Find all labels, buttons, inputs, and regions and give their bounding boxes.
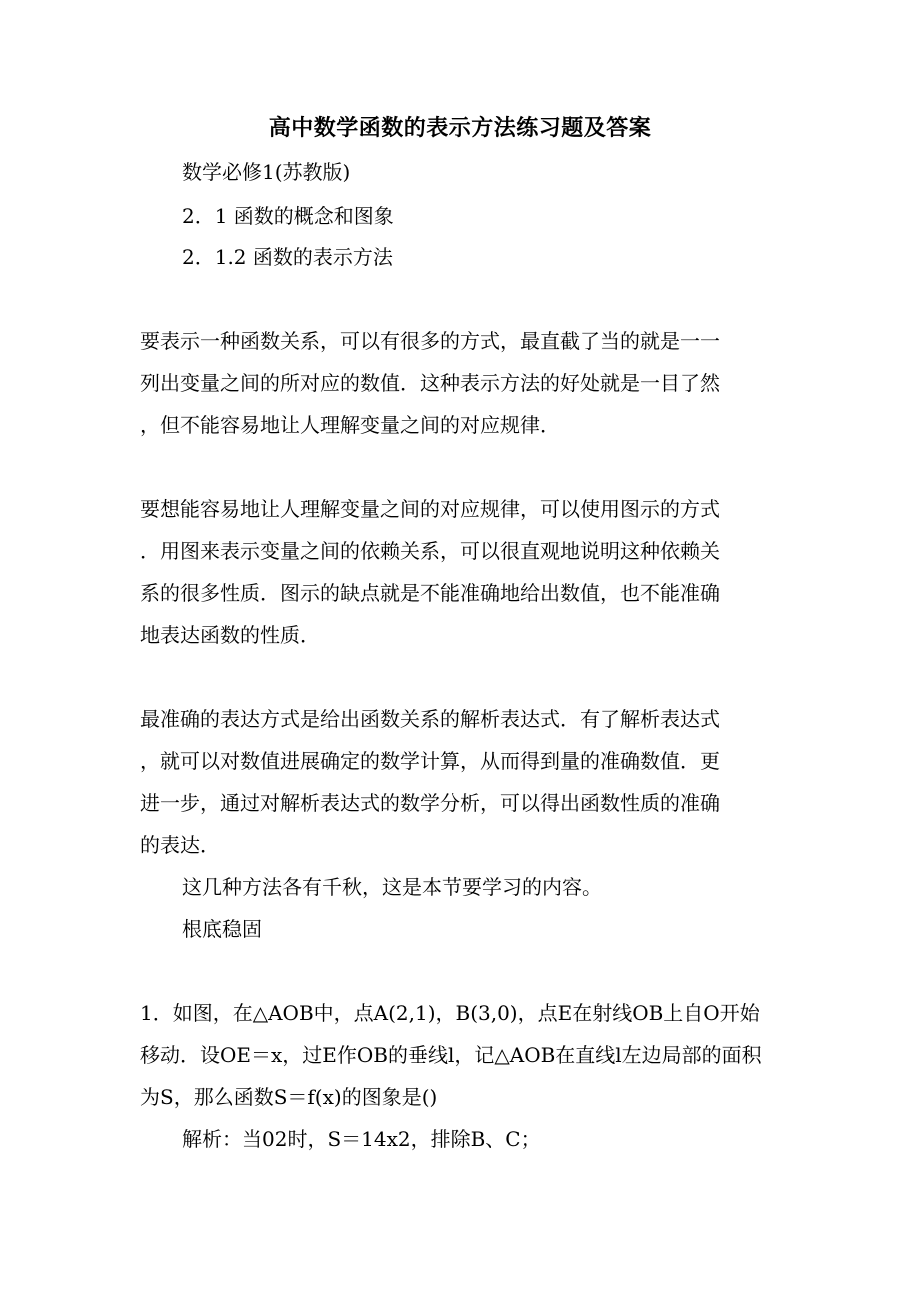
- paragraph3-line3: 进一步，通过对解析表达式的数学分析，可以得出函数性质的准确: [140, 791, 720, 815]
- paragraph1-line3: ，但不能容易地让人理解变量之间的对应规律．: [140, 413, 560, 437]
- document-title: 高中数学函数的表示方法练习题及答案: [268, 115, 652, 141]
- paragraph1-line2: 列出变量之间的所对应的数值．这种表示方法的好处就是一目了然: [140, 371, 720, 395]
- paragraph3-line4: 的表达．: [140, 833, 220, 857]
- paragraph2-line4: 地表达函数的性质．: [140, 623, 320, 647]
- section-label: 根底稳固: [182, 917, 262, 941]
- subsection-heading: 2．1.2 函数的表示方法: [182, 245, 393, 269]
- analysis-line: 解析：当02时，S＝14x2，排除B、C；: [182, 1127, 541, 1151]
- question1-line1: 1．如图，在△AOB中，点A(2,1)，B(3,0)，点E在射线OB上自O开始: [140, 1001, 760, 1025]
- paragraph1-line1: 要表示一种函数关系，可以有很多的方式，最直截了当的就是一一: [140, 329, 720, 353]
- section-heading: 2．1 函数的概念和图象: [182, 204, 394, 228]
- textbook-name: 数学必修1(苏教版): [182, 160, 351, 184]
- paragraph3-line1: 最准确的表达方式是给出函数关系的解析表达式．有了解析表达式: [140, 707, 720, 731]
- question1-line3: 为S，那么函数S＝f(x)的图象是(): [140, 1085, 438, 1109]
- question1-line2: 移动．设OE＝x，过E作OB的垂线l，记△AOB在直线l左边局部的面积: [140, 1043, 762, 1067]
- paragraph2-line3: 系的很多性质．图示的缺点就是不能准确地给出数值，也不能准确: [140, 581, 720, 605]
- summary-line: 这几种方法各有千秋，这是本节要学习的内容。: [182, 875, 602, 899]
- paragraph2-line2: ．用图来表示变量之间的依赖关系，可以很直观地说明这种依赖关: [140, 539, 720, 563]
- paragraph3-line2: ，就可以对数值进展确定的数学计算，从而得到量的准确数值．更: [140, 749, 720, 773]
- paragraph2-line1: 要想能容易地让人理解变量之间的对应规律，可以使用图示的方式: [140, 497, 720, 521]
